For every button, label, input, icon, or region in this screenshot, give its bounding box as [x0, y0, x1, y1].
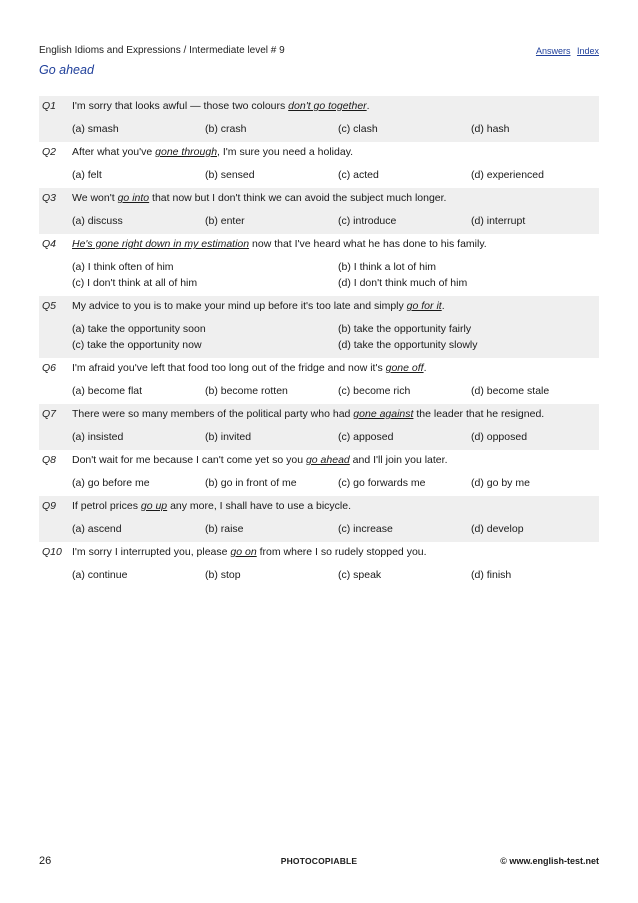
idiom: gone against — [353, 408, 414, 420]
question-7 — [39, 404, 599, 450]
question-1 — [39, 96, 599, 142]
question-8 — [39, 450, 599, 496]
idiom: go ahead — [305, 454, 350, 466]
question-number: Q5 — [42, 300, 57, 312]
question-text: If petrol prices go up any more, I shall have to use a bicycle. — [72, 500, 351, 512]
page-header — [39, 45, 599, 85]
option-a[interactable]: (a) insisted — [72, 431, 124, 443]
question-text: He's gone right down in my estimation now that I've heard what he has done to his family. — [72, 238, 487, 250]
option-d[interactable]: (d) take the opportunity slowly — [338, 339, 478, 351]
question-number: Q4 — [42, 238, 57, 250]
idiom: He's gone right down in my estimation — [72, 238, 250, 250]
option-d[interactable]: (d) become stale — [471, 385, 550, 397]
question-text: My advice to you is to make your mind up before it's too late and simply go for it. — [72, 300, 445, 312]
question-6 — [39, 358, 599, 404]
idiom: go on — [230, 546, 257, 558]
page-footer — [39, 855, 599, 869]
question-number: Q9 — [42, 500, 57, 512]
question-text: I'm sorry that looks awful — those two colours don't go together. — [72, 100, 370, 112]
option-c[interactable]: (c) speak — [338, 569, 382, 581]
option-d[interactable]: (d) finish — [471, 569, 512, 581]
question-number: Q7 — [42, 408, 57, 420]
index-link[interactable]: Index — [576, 46, 599, 56]
series-title: English Idioms and Expressions / Intermediate level # 9 — [39, 45, 285, 56]
question-2 — [39, 142, 599, 188]
idiom: go into — [117, 192, 150, 204]
option-d[interactable]: (d) experienced — [471, 169, 544, 181]
option-b[interactable]: (b) become rotten — [205, 385, 288, 397]
option-c[interactable]: (c) introduce — [338, 215, 397, 227]
question-number: Q8 — [42, 454, 57, 466]
idiom: go up — [140, 500, 168, 512]
question-text: There were so many members of the political party who had gone against the leader that he resigned. — [72, 408, 545, 420]
option-a[interactable]: (a) continue — [72, 569, 128, 581]
header-links — [532, 46, 599, 56]
copyright: © www.english-test.net — [500, 856, 599, 866]
option-b[interactable]: (b) crash — [205, 123, 247, 135]
option-c[interactable]: (c) apposed — [338, 431, 394, 443]
option-a[interactable]: (a) discuss — [72, 215, 123, 227]
question-text: Don't wait for me because I can't come yet so you go ahead and I'll join you later. — [72, 454, 448, 466]
question-number: Q1 — [42, 100, 57, 112]
idiom: go for it — [406, 300, 442, 312]
option-c[interactable]: (c) acted — [338, 169, 379, 181]
option-c[interactable]: (c) take the opportunity now — [72, 339, 202, 351]
question-number: Q6 — [42, 362, 57, 374]
option-a[interactable]: (a) felt — [72, 169, 102, 181]
idiom: gone through — [155, 146, 218, 158]
page-title: Go ahead — [39, 63, 94, 77]
question-number: Q10 — [42, 546, 62, 558]
option-c[interactable]: (c) I don't think at all of him — [72, 277, 198, 289]
answers-link[interactable]: Answers — [535, 46, 571, 56]
option-b[interactable]: (b) I think a lot of him — [338, 261, 437, 273]
option-a[interactable]: (a) ascend — [72, 523, 122, 535]
question-text: After what you've gone through, I'm sure you need a holiday. — [72, 146, 354, 158]
option-d[interactable]: (d) interrupt — [471, 215, 526, 227]
question-number: Q2 — [42, 146, 57, 158]
option-b[interactable]: (b) enter — [205, 215, 245, 227]
option-d[interactable]: (d) hash — [471, 123, 510, 135]
option-d[interactable]: (d) I don't think much of him — [338, 277, 468, 289]
option-d[interactable]: (d) opposed — [471, 431, 528, 443]
question-3 — [39, 188, 599, 234]
idiom: gone off — [385, 362, 424, 374]
option-a[interactable]: (a) I think often of him — [72, 261, 174, 273]
option-b[interactable]: (b) invited — [205, 431, 252, 443]
option-a[interactable]: (a) take the opportunity soon — [72, 323, 206, 335]
option-a[interactable]: (a) smash — [72, 123, 119, 135]
question-list — [39, 96, 599, 588]
option-b[interactable]: (b) raise — [205, 523, 244, 535]
option-c[interactable]: (c) clash — [338, 123, 378, 135]
option-d[interactable]: (d) develop — [471, 523, 524, 535]
option-a[interactable]: (a) go before me — [72, 477, 150, 489]
idiom: don't go together — [288, 100, 367, 112]
option-b[interactable]: (b) go in front of me — [205, 477, 297, 489]
option-b[interactable]: (b) take the opportunity fairly — [338, 323, 472, 335]
option-b[interactable]: (b) stop — [205, 569, 241, 581]
question-text: We won't go into that now but I don't think we can avoid the subject much longer. — [72, 192, 447, 204]
option-b[interactable]: (b) sensed — [205, 169, 255, 181]
question-text: I'm sorry I interrupted you, please go on from where I so rudely stopped you. — [72, 546, 427, 558]
option-c[interactable]: (c) increase — [338, 523, 393, 535]
question-10 — [39, 542, 599, 588]
question-4 — [39, 234, 599, 296]
option-a[interactable]: (a) become flat — [72, 385, 143, 397]
photocopiable-label: PHOTOCOPIABLE — [280, 856, 358, 866]
question-9 — [39, 496, 599, 542]
question-5 — [39, 296, 599, 358]
question-text: I'm afraid you've left that food too long out of the fridge and now it's gone off. — [72, 362, 427, 374]
option-c[interactable]: (c) become rich — [338, 385, 411, 397]
page-number: 26 — [39, 855, 52, 867]
question-number: Q3 — [42, 192, 57, 204]
option-d[interactable]: (d) go by me — [471, 477, 530, 489]
option-c[interactable]: (c) go forwards me — [338, 477, 426, 489]
